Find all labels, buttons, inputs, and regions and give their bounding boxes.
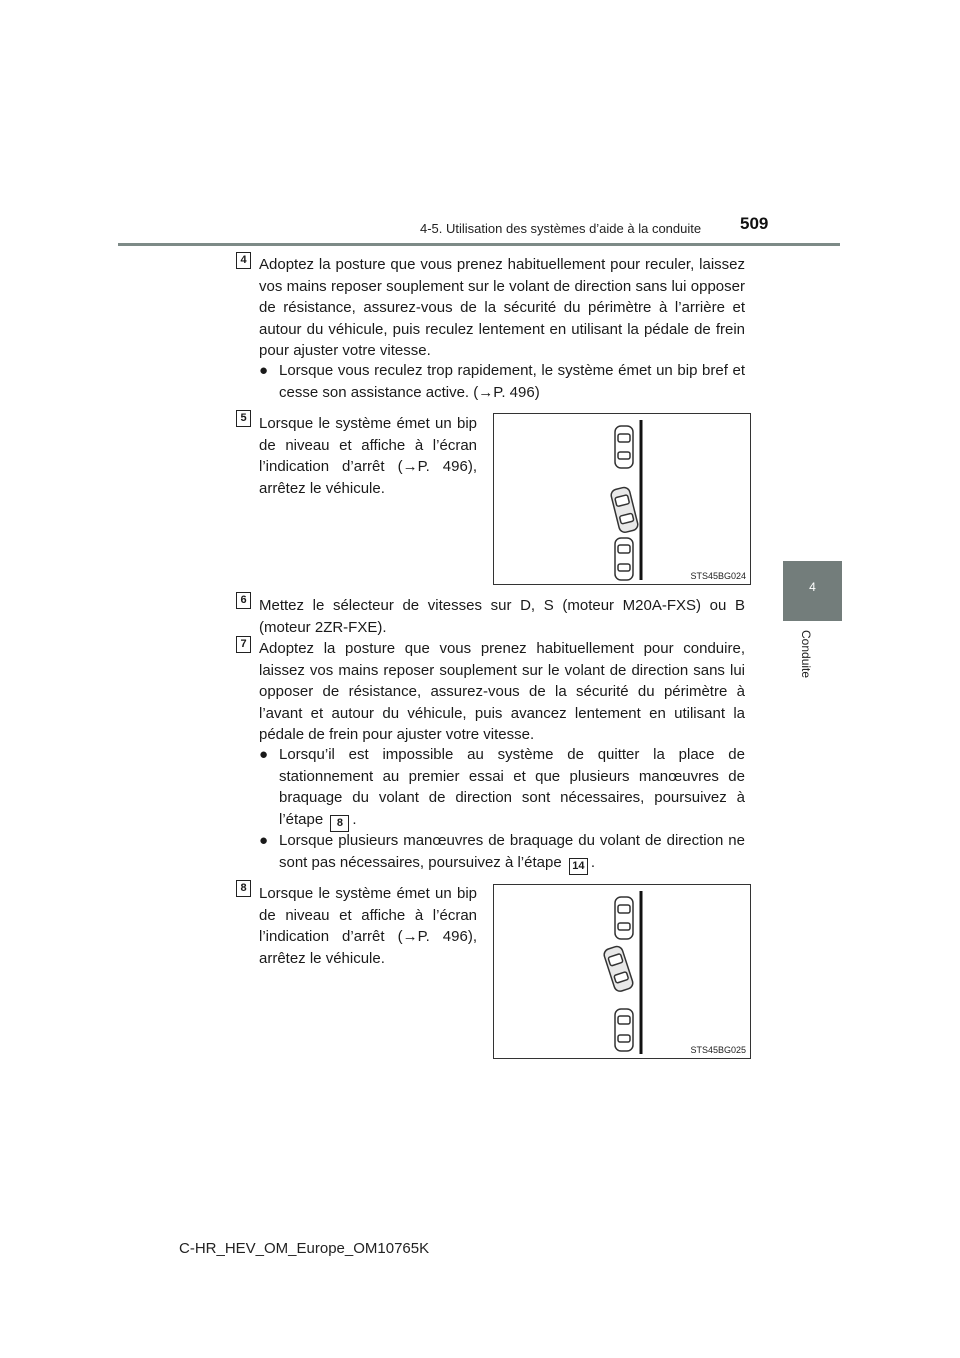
chapter-tab[interactable] [783,561,842,621]
section-title: 4-5. Utilisation des systèmes d’aide à la conduite [420,221,702,236]
step-number-6: 6 [236,592,251,609]
step-8-text: Lorsque le système émet un bip de niveau et affiche à l’écran l’indication d’arrêt (→P. 496), arrêtez le véhicule. [259,885,477,967]
figure-code: STS45BG025 [690,1045,746,1055]
document-code: C-HR_HEV_OM_Europe_OM10765K [179,1240,430,1257]
parking-diagram [494,414,750,584]
step-ref-14[interactable]: 14 [569,858,588,875]
bullet-dot: ● [259,362,269,379]
step-number-8: 8 [236,880,251,897]
step-ref-8[interactable]: 8 [330,815,349,832]
step-number-4: 4 [236,252,251,269]
figure-code: STS45BG024 [690,571,746,581]
parking-diagram [494,885,750,1058]
bullet-end: . [590,853,596,871]
step-number-7: 7 [236,636,251,653]
header-rule [118,243,840,246]
step-7-text: Adoptez la posture que vous prenez habituellement pour conduire, laissez vos mains reposer souplement sur le volant de direction sans lui opposer de résistance, assurez-vous de la sécurité du périmètre à l’avant et autour du véhicule, puis avancez lentement en utilisant la pédale de frein pour ajuster votre vitesse. [259,640,745,743]
chapter-number: 4 [809,580,816,594]
illustration-pulling-out [493,884,751,1059]
bullet-text: Lorsque plusieurs manœuvres de braquage du volant de direction ne sont pas nécessaires, poursuivez à l’étape [279,832,745,871]
step-7-bullet-1 [259,744,745,832]
chapter-label: Conduite [799,630,813,679]
step-number-5: 5 [236,410,251,427]
own-car-icon [610,486,639,533]
bullet-text: Lorsque vous reculez trop rapidement, le système émet un bip bref et cesse son assistance active. (→P. 496) [279,362,745,401]
step-6-text: Mettez le sélecteur de vitesses sur D, S (moteur M20A-FXS) ou B (moteur 2ZR-FXE). [259,597,745,636]
bullet-text: Lorsqu’il est impossible au système de quitter la place de stationnement au premier essai et que plusieurs manœuvres de braquage du volant de direction sont nécessaires, poursuivez à l’étape [279,746,745,828]
bullet-dot: ● [259,746,269,763]
parked-car-rear-icon [615,538,633,580]
step-5-text: Lorsque le système émet un bip de niveau et affiche à l’écran l’indication d’arrêt (→P. 496), arrêtez le véhicule. [259,415,477,497]
own-car-icon [603,945,635,993]
step-7-bullet-2 [259,830,745,875]
parked-car-front-icon [615,897,633,939]
chapter-label-wrap [795,630,815,690]
parked-car-rear-icon [615,1009,633,1051]
step-4-bullet [259,360,745,403]
illustration-backing-out [493,413,751,585]
bullet-end: . [352,810,357,828]
page-number: 509 [740,214,769,233]
bullet-dot: ● [259,832,269,849]
parked-car-front-icon [615,426,633,468]
step-4-text: Adoptez la posture que vous prenez habituellement pour reculer, laissez vos mains reposer souplement sur le volant de direction sans lui opposer de résistance, assurez-vous de la sécurité du périmètre à l’arrière et autour du véhicule, puis reculez lentement en utilisant la pédale de frein pour ajuster votre vitesse. [259,256,745,359]
